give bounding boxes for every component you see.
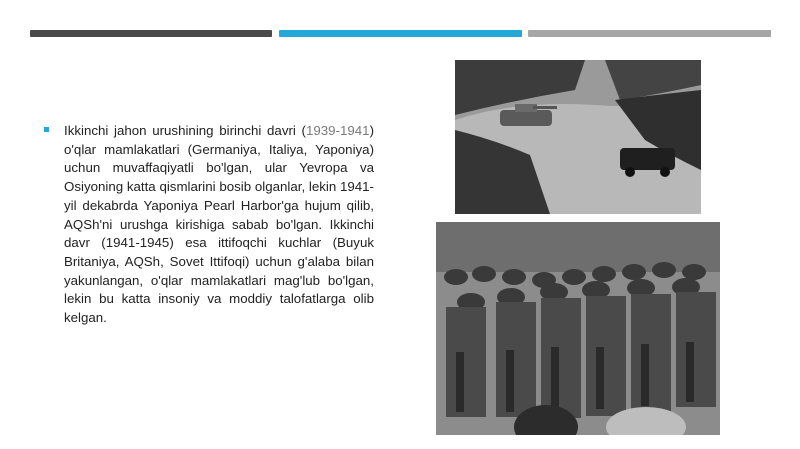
paragraph-years: 1939-1941 [305, 123, 370, 138]
top-bar-blue [279, 30, 522, 37]
bullet-text-block [44, 122, 374, 328]
top-bar-gray [528, 30, 771, 37]
paragraph [64, 122, 374, 328]
marching-soldiers-photo [436, 222, 720, 435]
paragraph-body: ) o'qlar mamlakatlari (Germaniya, Italiya, Yaponiya) uchun muvaffaqiyatli bo'lgan, ular Yevropa va Osiyoning katta qismlarini bosib olganlar, lekin 1941-yil dekabrda Yaponiya Pearl Harbor'ga hujum qilib, AQSh'ni urushga kirishiga sabab bo'lgan. Ikkinchi davr (1941-1945) esa ittifoqchi kuchlar (Buyuk Britaniya, AQSh, Sovet Ittifoqi) uchun g'alaba bilan yakunlangan, o'qlar mamlakatlari mag'lub bo'lgan, lekin bu katta insoniy va moddiy talofatlarga olib kelgan. [64, 123, 374, 326]
top-bar-dark [30, 30, 272, 37]
bullet-square-icon [44, 127, 49, 132]
parade-crowd-photo [455, 60, 701, 214]
paragraph-intro: Ikkinchi jahon urushining birinchi davri ( [64, 123, 306, 138]
